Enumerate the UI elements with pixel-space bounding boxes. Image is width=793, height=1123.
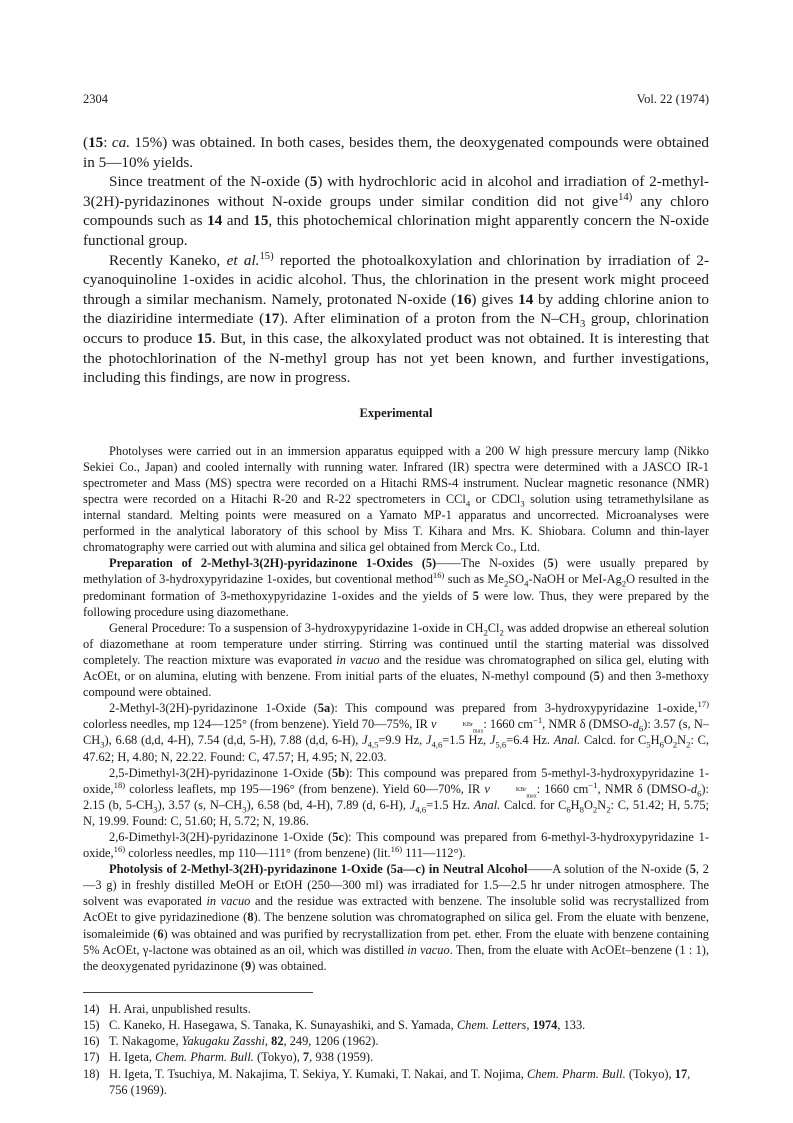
discussion-continuation [83,133,709,388]
compound-5a-paragraph: 2-Methyl-3(2H)-pyridazinone 1-Oxide (5a): This compound was prepared from 3-hydroxypyridazine 1-oxide,$^{17)}$ colorless needles, mp 124—125° (from benzene). Yield 70—75%, IR ν $^{KBr}_{max}$: 1660 $cm^{-1}$, NMR δ $(DMSO-d_6)$: 3.57 (s, $N-CH_3$), 6.68 (d,d, 4-H), 7.54 (d,d, 5-H), 7.88 (d,d, 6-H), $J_{4,5}=9.9$ Hz, $J_{4,6}=1.5$ Hz, $J_{5,6}=6.4$ Hz. Anal. Calcd. for $C_5H_6O_2N_2$: C, 47.62; H, 4.80; N, 22.22. Found: C, 47.57; H, 4.95; N, 22.03. [83,699,710,764]
reference-item: 14) H. Arai, unpublished results. [83,1001,251,1016]
page [83,92,709,1098]
experimental-section [83,443,709,974]
paragraph-1: (15: ca. 15%) was obtained. In both cases, besides them, the deoxygenated compounds were obtained in 5—10% yields. [83,134,709,171]
page-header [83,92,709,107]
footnote-divider [83,992,313,993]
compound-5c-paragraph: 2,6-Dimethyl-3(2H)-pyridazinone 1-Oxide (5c): This compound was prepared from 6-methyl-3-hydroxypyridazine 1-oxide,$^{16)}$ colorless needles, mp 110—111° (from benzene) (lit.$^{16)}$ 111—112°). [83,829,709,861]
paragraph-2: Since treatment of the N-oxide (5) with hydrochloric acid in alcohol and irradiation of 2-methyl-3(2H)-pyridazinones without N-oxide groups under similar condition did not give$^{14)}$ any chloro compounds such as 14 and 15, this photochemical chlorination might apparently concern the N-oxide functional group. [83,173,709,249]
paragraph-3: Recently Kaneko, et al.$^{15)}$ reported the photoalkoxylation and chlorination by irradiation of 2-cyanoquinoline 1-oxides in acidic alcohol. Thus, the chlorination in the present work might proceed through a similar mechanism. Namely, protonated N-oxide (16) gives 14 by adding chlorine anion to the diaziridine intermediate (17). After elimination of a proton from the $N-CH_3$ group, chlorination occurs to produce 15. But, in this case, the alkoxylated product was not obtained. It is interesting that the photochlorination of the N-methyl group has not yet been known, and further investigations, including this findings, are now in progress. [83,250,710,387]
general-methods-paragraph: Photolyses were carried out in an immersion apparatus equipped with a 200 W high pressure mercury lamp (Nikko Sekiei Co., Japan) and cooled internally with running water. Infrared (IR) spectra were determined with a JASCO IR-1 spectrometer and Mass (MS) spectra were recorded on a Hitachi RMS-4 instrument. Nuclear magnetic resonance (NMR) spectra were recorded on a Hitachi R-20 and R-22 spectrometers in CCl$_4$ or CDCl$_3$ solution using tetramethylsilane as internal standard. Melting points were measured on a Yamato MP-1 apparatus and uncorrected. Microanalyses were performed in the analytical laboratory of this school by Miss T. Kihara and Mrs. K. Shiobara. Column and thin-layer chromatography were carried out with alumina and silica gel obtained from Merck Co., Ltd. [83,443,709,555]
section-title-experimental: Experimental [359,405,433,420]
journal-volume: Vol. 22 (1974) [636,92,709,106]
page-number: 2304 [83,92,108,106]
compound-5b-paragraph: 2,5-Dimethyl-3(2H)-pyridazinone 1-Oxide (5b): This compound was prepared from 5-methyl-3-hydroxypyridazine 1-oxide,$^{18)}$ colorless leaflets, mp 195—196° (from benzene). Yield 60—70%, IR ν $^{KBr}_{max}$: 1660 $cm^{-1}$, NMR δ $(DMSO-d_6)$: 2.15 (b, $5-CH_3$), 3.57 (s, $N-CH_3$), 6.58 (bd, 4-H), 7.89 (d, 6-H), $J_{4,6}=1.5$ Hz. Anal. Calcd. for $C_6H_8O_2N_2$: C, 51.42; H, 5.75; N, 19.99. Found: C, 51.60; H, 5.72; N, 19.86. [83,765,709,828]
preparation-paragraph: Preparation of 2-Methyl-3(2H)-pyridazinone 1-Oxides (5)——The N-oxides (5) were usually prepared by methylation of 3-hydroxypyridazine 1-oxides, but coventional method$^{16)}$ such as $Me_2SO_4$-NaOH or MeI-$Ag_2O$ resulted in the predominant formation of 3-methoxypyridazine 1-oxides and the yields of 5 were low. Thus, they were prepared by the following procedure using diazomethane. [83,556,710,619]
photolysis-paragraph: Photolysis of 2-Methyl-3(2H)-pyridazinone 1-Oxide (5a—c) in Neutral Alcohol——A solution of the N-oxide (5, 2—3 g) in freshly distilled MeOH or EtOH (250—300 ml) was irradiated for 1.5—2.5 hr under nitrogen atmosphere. The solvent was evaporated in vacuo and the residue was extracted with benzene. The insoluble solid was recrystallized from AcOEt to give pyridazinedione (8). The benzene solution was chromatographed on silica gel. From the eluate with benzene, isomaleimide (6) was obtained and was purified by recrystallization from pet. ether. From the eluate with benzene containing 5% AcOEt, γ-lactone was obtained as an oil, which was distilled in vacuo. Then, from the eluate with AcOEt–benzene (1 : 1), the deoxygenated pyridazinone (9) was obtained. [83,862,710,973]
general-procedure-paragraph: General Procedure: To a suspension of 3-hydroxypyridazine 1-oxide in $CH_2Cl_2$ was added dropwise an ethereal solution of diazomethane at room temperature under stirring. Stirring was continued until the starting material was dissolved completely. The reaction mixture was evaporated in vacuo and the residue was chromatographed on silica gel, eluting with AcOEt, or on alumina, eluting with benzene. From initial parts of the eluates, N-methyl compound (5) and then 3-methoxy compound were obtained. [83,620,710,700]
references-list [83,1001,709,1098]
reference-item: 16) T. Nakagome, Yakugaku Zasshi, 82, 249, 1206 (1962). [83,1034,379,1049]
reference-item: 15) C. Kaneko, H. Hasegawa, S. Tanaka, K. Sunayashiki, and S. Yamada, Chem. Letters, 1974, 133. [83,1018,586,1033]
reference-item: 17) H. Igeta, Chem. Pharm. Bull. (Tokyo), 7, 938 (1959). [83,1050,374,1065]
reference-item: 18) H. Igeta, T. Tsuchiya, M. Nakajima, T. Sekiya, Y. Kumaki, T. Nakai, and T. Nojima, Chem. Pharm. Bull. (Tokyo), 17, 756 (1969). [83,1066,691,1097]
